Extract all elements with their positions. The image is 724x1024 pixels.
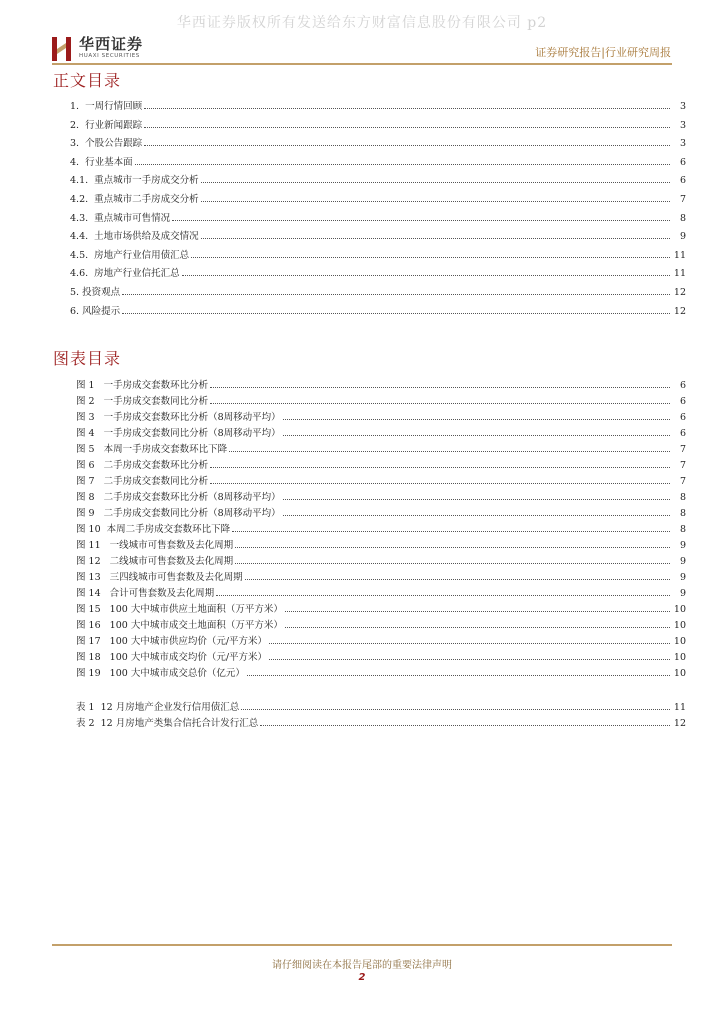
dot-leader	[122, 313, 670, 314]
figure-entry[interactable]	[76, 471, 686, 487]
toc-entry[interactable]	[70, 263, 686, 279]
figure-entry[interactable]	[76, 647, 686, 663]
toc-entry-label: 4. 行业基本面	[70, 156, 133, 168]
figure-entry-page: 7	[679, 460, 686, 471]
toc-entry-page: 6	[679, 156, 686, 168]
toc-entry-label: 5. 投资观点	[70, 287, 121, 298]
figure-entry-page: 7	[679, 476, 686, 487]
figure-entry-page: 6	[679, 380, 686, 391]
dot-leader	[269, 643, 670, 644]
figure-entry[interactable]	[76, 407, 686, 423]
figure-entry[interactable]	[76, 391, 686, 407]
toc-entry-page: 3	[679, 101, 686, 112]
dot-leader	[283, 419, 670, 420]
figure-entry[interactable]	[76, 663, 686, 679]
toc-entry-page: 12	[673, 287, 686, 298]
toc-entry[interactable]	[70, 96, 686, 112]
figure-entry[interactable]	[76, 375, 686, 391]
dot-leader	[283, 435, 670, 436]
dot-leader	[210, 467, 670, 468]
table-entry-page: 12	[673, 718, 686, 729]
dot-leader	[260, 725, 670, 726]
toc-entry-label: 4.2. 重点城市二手房成交分析	[70, 194, 199, 205]
figure-entry[interactable]	[76, 551, 686, 567]
toc-entry[interactable]	[70, 170, 686, 186]
dot-leader	[285, 611, 670, 612]
toc-entry[interactable]	[70, 208, 686, 224]
dot-leader	[122, 294, 670, 295]
figure-entry[interactable]	[76, 439, 686, 455]
figure-entry[interactable]	[76, 423, 686, 439]
figure-entry[interactable]	[76, 583, 686, 599]
figure-entry-page: 10	[673, 620, 686, 631]
dot-leader	[241, 709, 670, 710]
figure-entry-label: 图 19 100 大中城市成交总价（亿元）	[76, 668, 245, 679]
watermark: 华西证券版权所有发送给东方财富信息股份有限公司 p2	[176, 15, 548, 31]
toc-entry[interactable]	[70, 301, 686, 317]
figure-entry-label: 图 10 本周二手房成交套数环比下降	[76, 524, 231, 535]
figure-entry-page: 9	[679, 556, 686, 567]
figure-entry-page: 7	[679, 444, 686, 455]
figure-entry[interactable]	[76, 535, 686, 551]
footer-divider	[52, 944, 672, 946]
dot-leader	[182, 275, 670, 276]
figure-entry-label: 图 17 100 大中城市供应均价（元/平方米）	[76, 636, 268, 647]
dot-leader	[245, 579, 670, 580]
figure-entry-label: 图 1 一手房成交套数环比分析	[76, 380, 209, 391]
figures-title: 图表目录	[53, 349, 122, 368]
figure-entry-label: 图 9 二手房成交套数同比分析（8周移动平均）	[76, 508, 281, 519]
figure-entry[interactable]	[76, 567, 686, 583]
toc-entry[interactable]	[70, 245, 686, 261]
figure-entry-page: 8	[679, 524, 686, 535]
logo-name-cn: 华西证券	[79, 35, 144, 53]
toc-entry-page: 8	[679, 212, 686, 224]
dot-leader	[269, 659, 670, 660]
toc-entry[interactable]	[70, 133, 686, 149]
figure-entry[interactable]	[76, 519, 686, 535]
figure-entry[interactable]	[76, 503, 686, 519]
figure-entry-page: 10	[673, 636, 686, 647]
figure-entry-label: 图 3 一手房成交套数环比分析（8周移动平均）	[76, 412, 281, 423]
dot-leader	[201, 182, 670, 183]
dot-leader	[232, 531, 670, 532]
dot-leader	[210, 387, 670, 388]
dot-leader	[201, 238, 670, 239]
figure-entry[interactable]	[76, 599, 686, 615]
figure-entry-page: 6	[679, 428, 686, 439]
figure-entry-label: 图 14 合计可售套数及去化周期	[76, 588, 215, 599]
toc-entry-label: 1. 一周行情回顾	[70, 101, 143, 112]
toc-entry[interactable]	[70, 226, 686, 242]
table-entry-label: 表 1 12 月房地产企业发行信用债汇总	[76, 702, 240, 713]
figure-entry-page: 8	[679, 508, 686, 519]
figure-entry[interactable]	[76, 615, 686, 631]
figure-entry[interactable]	[76, 455, 686, 471]
dot-leader	[235, 547, 670, 548]
dot-leader	[283, 499, 670, 500]
huaxi-logo-icon	[52, 35, 74, 61]
figure-entry-page: 9	[679, 572, 686, 583]
figure-entry-page: 10	[673, 668, 686, 679]
figure-entry-page: 8	[679, 492, 686, 503]
toc-entry-page: 3	[679, 119, 686, 131]
header-divider	[52, 63, 672, 65]
dot-leader	[283, 515, 670, 516]
toc-entry-page: 9	[679, 231, 686, 243]
toc-entry-page: 11	[673, 268, 686, 280]
figure-entry-label: 图 5 本周一手房成交套数环比下降	[76, 444, 228, 455]
toc-entry-page: 6	[679, 175, 686, 187]
logo-name-en: HUAXI SECURITIES	[79, 53, 140, 59]
toc-entry-label: 3. 个股公告跟踪	[70, 138, 143, 150]
figure-entry-label: 图 12 二线城市可售套数及去化周期	[76, 556, 234, 567]
figure-entry-label: 图 16 100 大中城市成交土地面积（万平方米）	[76, 620, 283, 631]
figure-entry-label: 图 6 二手房成交套数环比分析	[76, 460, 209, 471]
figure-entry-page: 6	[679, 396, 686, 407]
table-entry[interactable]	[76, 713, 686, 729]
dot-leader	[285, 627, 670, 628]
report-type: 证券研究报告|行业研究周报	[535, 46, 671, 59]
toc-entry-page: 7	[679, 194, 686, 205]
table-entry-page: 11	[673, 702, 686, 713]
toc-entry[interactable]	[70, 152, 686, 168]
figure-entry-page: 6	[679, 412, 686, 423]
dot-leader	[210, 483, 670, 484]
toc-entry-label: 4.4. 土地市场供给及成交情况	[70, 231, 199, 243]
table-entry[interactable]	[76, 697, 686, 713]
dot-leader	[229, 451, 670, 452]
logo	[52, 34, 143, 62]
page-number: 2	[358, 972, 366, 983]
figure-entry[interactable]	[76, 487, 686, 503]
dot-leader	[144, 145, 670, 146]
figure-entry-label: 图 4 一手房成交套数同比分析（8周移动平均）	[76, 428, 281, 439]
dot-leader	[144, 127, 670, 128]
toc-entry-page: 3	[679, 138, 686, 150]
toc-entry-label: 4.3. 重点城市可售情况	[70, 212, 171, 224]
figure-entry-page: 9	[679, 588, 686, 599]
toc-title: 正文目录	[53, 71, 122, 90]
toc-entry-page: 11	[673, 249, 686, 261]
figure-entry-page: 10	[673, 652, 686, 663]
dot-leader	[216, 595, 670, 596]
figure-entry-page: 10	[673, 604, 686, 615]
dot-leader	[235, 563, 670, 564]
toc-entry-label: 4.1. 重点城市一手房成交分析	[70, 175, 199, 187]
dot-leader	[201, 201, 670, 202]
toc-entry[interactable]	[70, 189, 686, 205]
toc-entry[interactable]	[70, 115, 686, 131]
dot-leader	[135, 164, 670, 165]
toc-entry-page: 12	[673, 305, 686, 317]
toc-entry[interactable]	[70, 282, 686, 298]
toc-entry-label: 4.5. 房地产行业信用债汇总	[70, 249, 190, 261]
figure-entry[interactable]	[76, 631, 686, 647]
figure-entry-label: 图 15 100 大中城市供应土地面积（万平方米）	[76, 604, 283, 615]
dot-leader	[191, 257, 670, 258]
figure-entry-page: 9	[679, 540, 686, 551]
figure-entry-label: 图 18 100 大中城市成交均价（元/平方米）	[76, 652, 268, 663]
legal-notice: 请仔细阅读在本报告尾部的重要法律声明	[272, 960, 452, 971]
figure-entry-label: 图 2 一手房成交套数同比分析	[76, 396, 209, 407]
dot-leader	[144, 108, 670, 109]
toc-entry-label: 4.6. 房地产行业信托汇总	[70, 268, 180, 280]
figure-entry-label: 图 8 二手房成交套数环比分析（8周移动平均）	[76, 492, 281, 503]
dot-leader	[172, 220, 670, 221]
toc-entry-label: 6. 风险提示	[70, 305, 121, 317]
toc-entry-label: 2. 行业新闻跟踪	[70, 119, 143, 131]
figure-entry-label: 图 13 三四线城市可售套数及去化周期	[76, 572, 243, 583]
table-entry-label: 表 2 12 月房地产类集合信托合计发行汇总	[76, 718, 259, 729]
figure-entry-label: 图 11 一线城市可售套数及去化周期	[76, 540, 234, 551]
dot-leader	[247, 675, 670, 676]
dot-leader	[210, 403, 670, 404]
figure-entry-label: 图 7 二手房成交套数同比分析	[76, 476, 209, 487]
